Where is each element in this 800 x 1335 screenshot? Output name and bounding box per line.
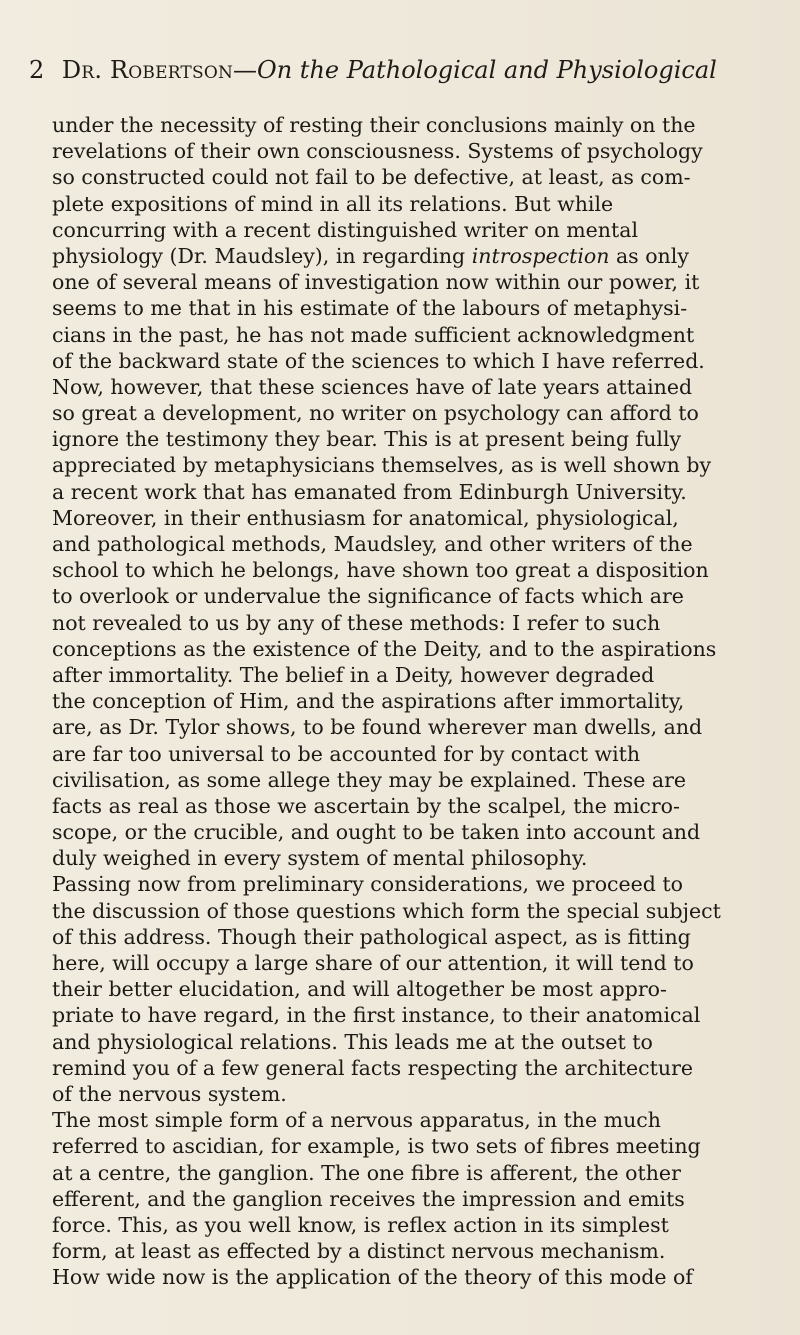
italic-term: introspection [471, 243, 610, 268]
text-line: duly weighed in every system of mental philosophy. [52, 846, 588, 871]
text-line: after immortality. The belief in a Deity, however degraded [52, 662, 655, 687]
text-line: cians in the past, he has not made sufficient acknowledgment [52, 322, 695, 347]
text-line: one of several means of investigation now within our power, it [52, 270, 700, 295]
text-line: form, at least as effected by a distinct nervous mechanism. [52, 1239, 666, 1264]
text-line: so great a development, no writer on psychology can afford to [52, 401, 699, 426]
text-line: so constructed could not fail to be defective, at least, as com- [52, 165, 691, 190]
text-line: seems to me that in his estimate of the labours of metaphysi- [52, 296, 688, 321]
text-line: appreciated by metaphysicians themselves, as is well shown by [52, 453, 712, 478]
text-line: remind you of a few general facts respecting the architecture [52, 1055, 694, 1080]
text-line: concurring with a recent distinguished writer on mental [52, 217, 639, 242]
text-line: civilisation, as some allege they may be explained. These are [52, 767, 687, 792]
text-line: scope, or the crucible, and ought to be taken into account and [52, 820, 701, 845]
text-line: The most simple form of a nervous apparatus, in the much [52, 1108, 661, 1133]
text-line: Moreover, in their enthusiasm for anatomical, physiological, [52, 505, 679, 530]
running-title [62, 56, 717, 84]
text-line: school to which he belongs, have shown too great a disposition [52, 558, 709, 583]
text-line: plete expositions of mind in all its relations. But while [52, 191, 614, 216]
text-line: priate to have regard, in the first instance, to their anatomical [52, 1003, 701, 1028]
text-line: efferent, and the ganglion receives the impression and emits [52, 1186, 685, 1211]
text-line: here, will occupy a large share of our attention, it will tend to [52, 951, 694, 975]
body-text [52, 112, 771, 1290]
text-line: ignore the testimony they bear. This is at present being fully [52, 427, 682, 452]
text-line: are, as Dr. Tylor shows, to be found wherever man dwells, and [52, 715, 703, 740]
title-separator: — [233, 56, 258, 84]
text-line: their better elucidation, and will altogether be most appro- [52, 977, 667, 1002]
text-line: of the nervous system. [52, 1081, 287, 1106]
text-line: a recent work that has emanated from Edinburgh University. [52, 479, 687, 504]
text-line: of this address. Though their pathological aspect, as is fitting [52, 924, 691, 949]
text-line: under the necessity of resting their conclusions mainly on the [52, 113, 696, 137]
text-line: facts as real as those we ascertain by the scalpel, the micro- [52, 793, 680, 818]
running-header [29, 53, 769, 87]
text-line: Passing now from preliminary considerations, we proceed to [52, 872, 684, 897]
text-line: to overlook or undervalue the significance of facts which are [52, 584, 684, 609]
title-italic: On the Pathological and Physiological [257, 56, 717, 84]
text-line: force. This, as you well know, is reflex action in its simplest [52, 1212, 669, 1237]
page-number: 2 [29, 56, 45, 84]
author-name: Dr. Robertson [61, 56, 234, 84]
text-line: revelations of their own consciousness. Systems of psychology [52, 139, 703, 164]
text-line: Now, however, that these sciences have of late years attained [52, 374, 693, 399]
text-segment: as only [609, 243, 689, 268]
text-line: conceptions as the existence of the Deity, and to the aspirations [52, 636, 717, 661]
text-line: referred to ascidian, for example, is two sets of fibres meeting [52, 1134, 701, 1159]
text-line: not revealed to us by any of these methods: I refer to such [52, 610, 661, 635]
text-line: the conception of Him, and the aspirations after immortality, [52, 689, 685, 714]
text-line: at a centre, the ganglion. The one fibre is afferent, the other [52, 1160, 681, 1185]
text-line: and pathological methods, Maudsley, and other writers of the [52, 532, 693, 556]
text-line: are far too universal to be accounted for by contact with [52, 741, 641, 766]
text-segment: physiology (Dr. Maudsley), in regarding [52, 243, 472, 268]
text-line: the discussion of those questions which form the special subject [52, 898, 721, 923]
text-line: and physiological relations. This leads me at the outset to [52, 1029, 653, 1054]
text-line: of the backward state of the sciences to which I have referred. [52, 348, 705, 373]
text-line-with-italic [52, 243, 771, 269]
text-line: How wide now is the application of the theory of this mode of [52, 1265, 693, 1290]
